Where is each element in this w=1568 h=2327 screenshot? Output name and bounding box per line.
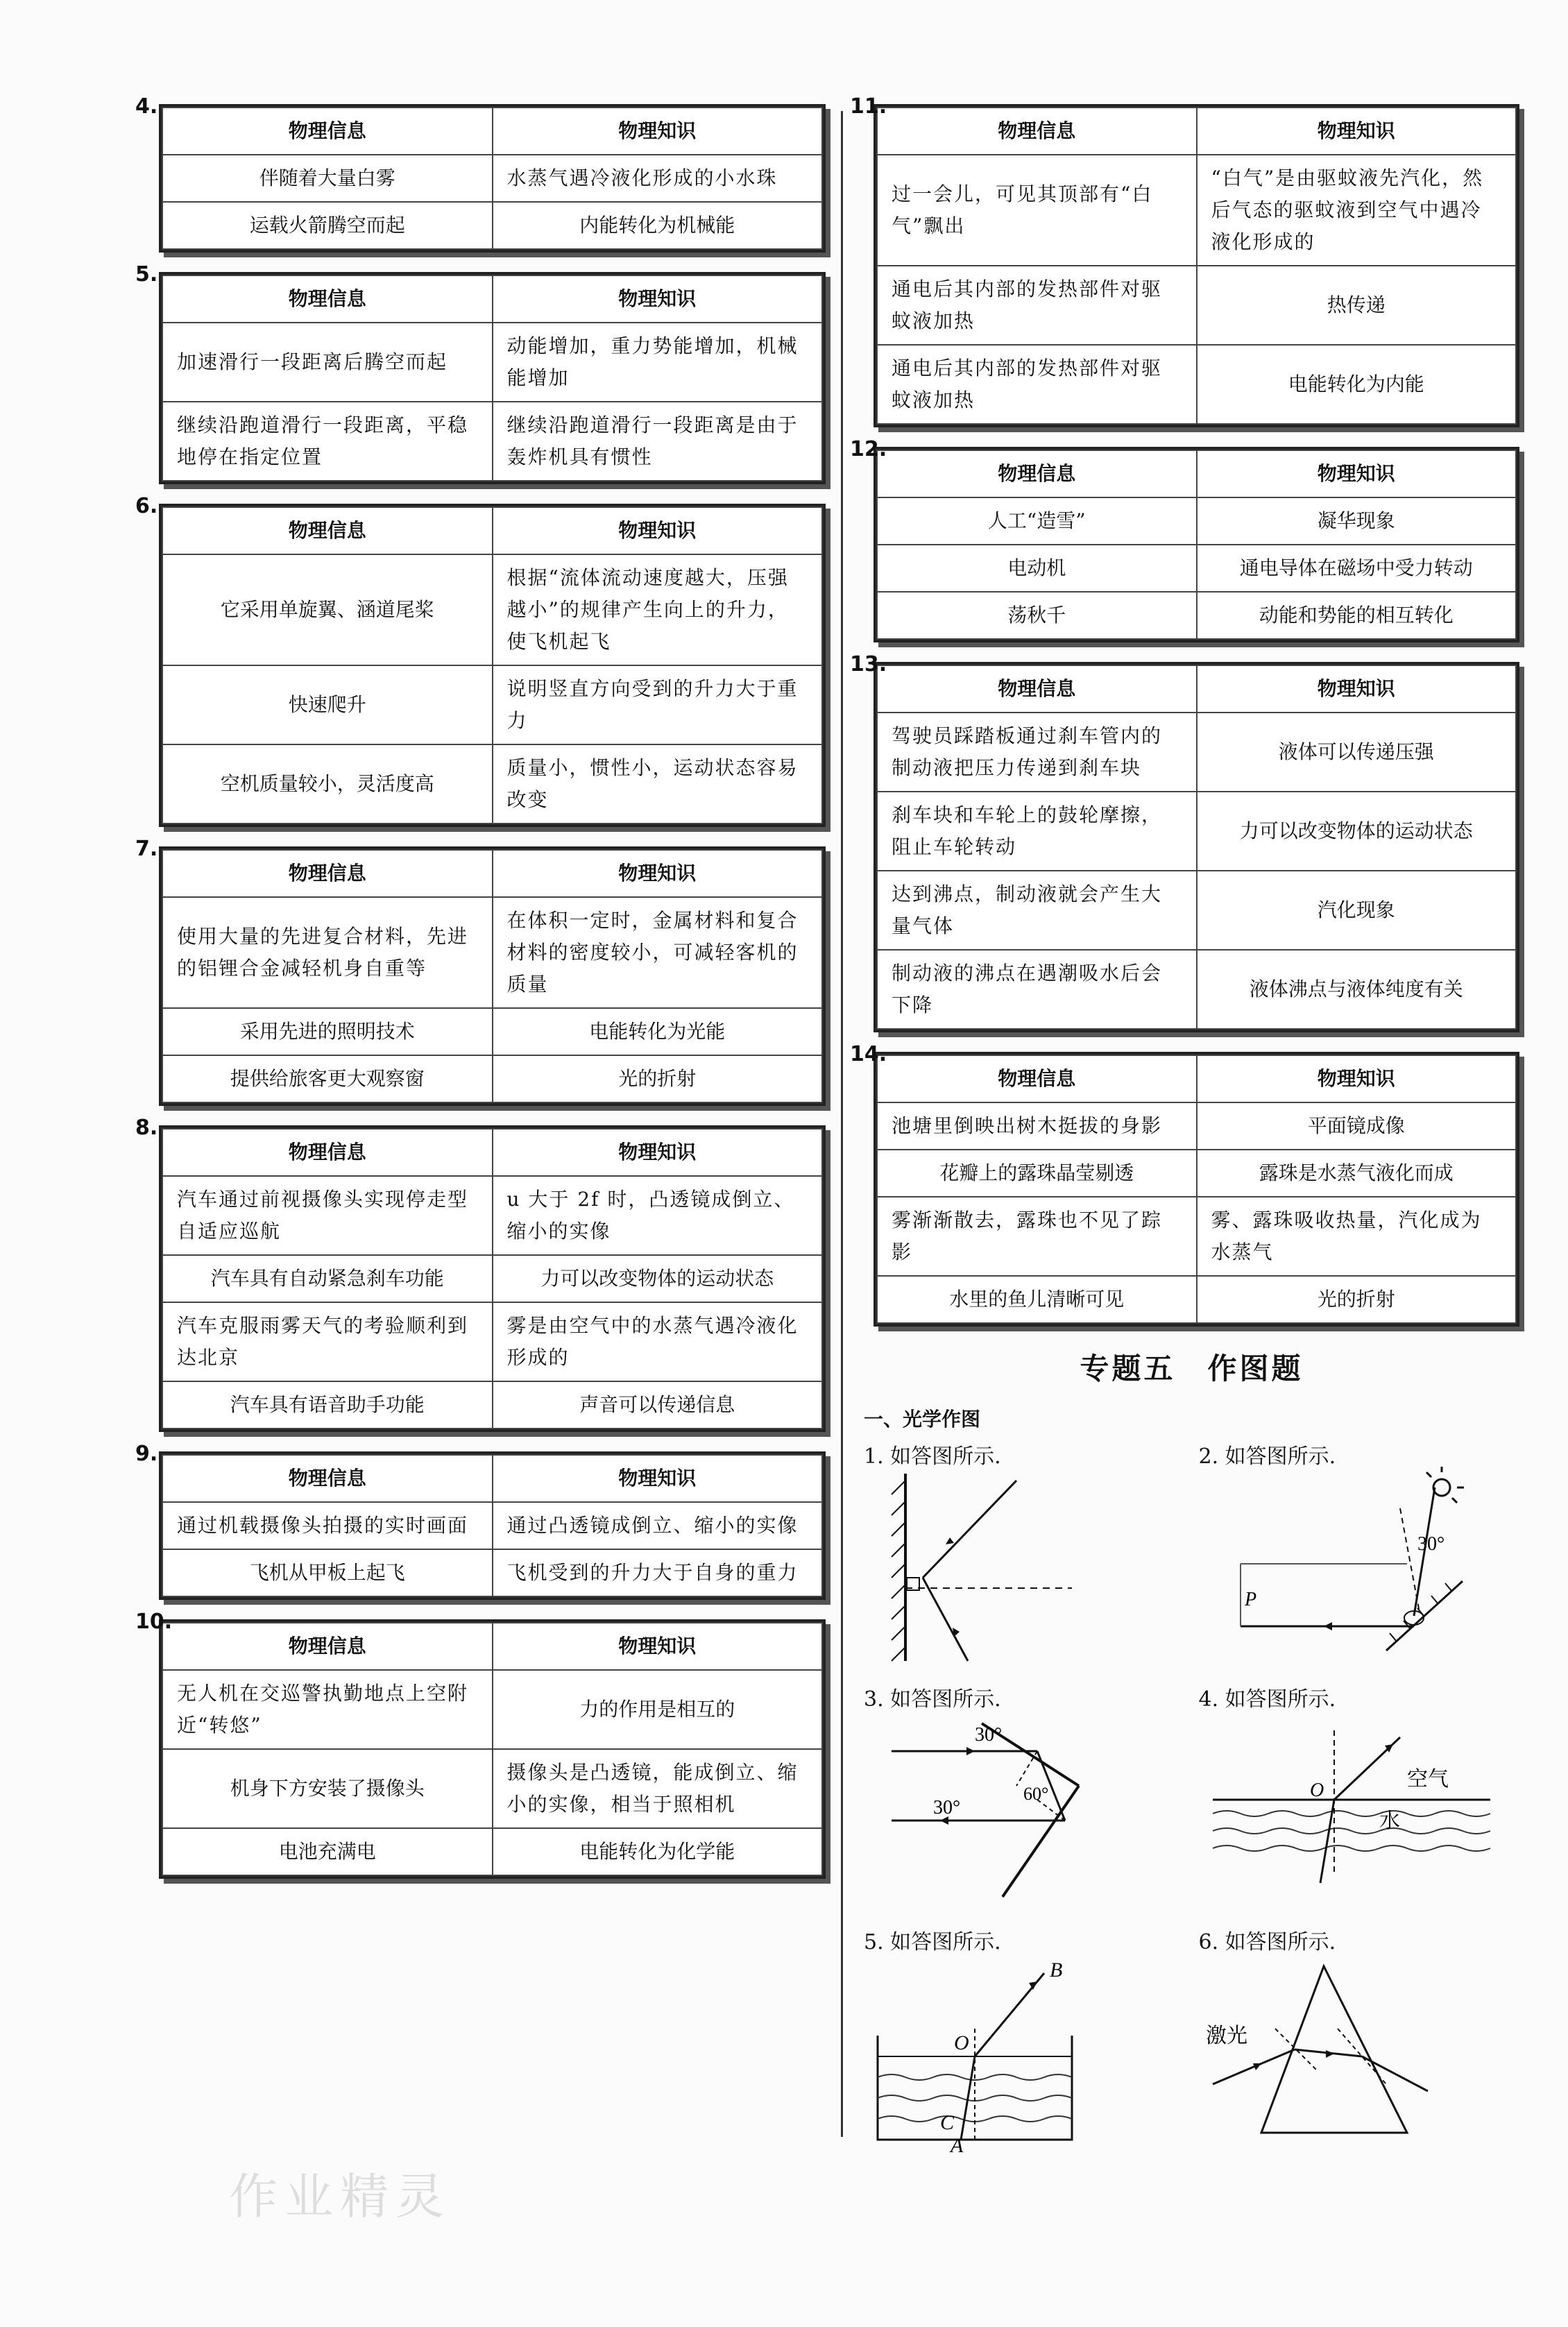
- table-header-row: [877, 1055, 1516, 1102]
- angle-label: 30°: [975, 1724, 1003, 1746]
- info-cell: 汽车具有自动紧急刹车功能: [162, 1255, 493, 1302]
- table-header-row: [877, 665, 1516, 713]
- point-label: O: [1309, 1780, 1324, 1801]
- table-row: [162, 1828, 822, 1875]
- refraction-diagram: [1199, 1710, 1504, 1911]
- knowledge-cell: 通电导体在磁场中受力转动: [1197, 545, 1517, 592]
- table-row: [162, 1381, 822, 1429]
- answer-table: [162, 1128, 823, 1429]
- figure-caption: 6. 如答图所示.: [1198, 1930, 1336, 1954]
- answer-table-frame: [159, 272, 826, 484]
- question-8: [135, 1116, 826, 1432]
- table-row: [162, 202, 822, 249]
- knowledge-cell: 光的折射: [1197, 1276, 1517, 1323]
- info-cell: 制动液的沸点在遇潮吸水后会下降: [877, 950, 1197, 1029]
- header-knowledge: 物理知识: [1197, 450, 1517, 497]
- header-info: 物理信息: [162, 108, 493, 155]
- figure-caption: 3. 如答图所示.: [864, 1687, 1001, 1712]
- header-info: 物理信息: [162, 850, 493, 897]
- answer-table-frame: [159, 1451, 826, 1600]
- knowledge-cell: 力可以改变物体的运动状态: [1197, 792, 1517, 871]
- table-header-row: [162, 108, 822, 155]
- knowledge-cell: 热传递: [1197, 266, 1517, 345]
- question-number: 7.: [135, 837, 158, 861]
- table-row: [877, 155, 1516, 266]
- table-row: [162, 1176, 822, 1255]
- knowledge-cell: 电能转化为化学能: [493, 1828, 823, 1875]
- question-number: 13.: [850, 652, 887, 676]
- answer-table-frame: [874, 447, 1519, 642]
- answer-table: [162, 275, 823, 481]
- header-knowledge: 物理知识: [493, 1623, 823, 1670]
- header-info: 物理信息: [162, 1129, 493, 1176]
- info-cell: 使用大量的先进复合材料，先进的铝锂合金减轻机身自重等: [162, 897, 493, 1008]
- figure-caption: 5. 如答图所示.: [864, 1930, 1001, 1954]
- answer-table: [162, 506, 823, 824]
- table-row: [162, 1008, 822, 1055]
- info-cell: 空机质量较小，灵活度高: [162, 744, 493, 824]
- table-row: [162, 897, 822, 1008]
- table-header-row: [162, 1129, 822, 1176]
- table-row: [162, 744, 822, 824]
- table-row: [877, 545, 1516, 592]
- table-row: [162, 1749, 822, 1828]
- table-row: [877, 1102, 1516, 1150]
- water-tank-diagram: [864, 1952, 1155, 2154]
- info-cell: 机身下方安装了摄像头: [162, 1749, 493, 1828]
- table-row: [877, 713, 1516, 792]
- info-cell: 水里的鱼儿清晰可见: [877, 1276, 1197, 1323]
- figure-6: [1199, 1925, 1520, 2160]
- header-knowledge: 物理知识: [1197, 108, 1517, 155]
- table-row: [877, 871, 1516, 950]
- subsection-title: 一、光学作图: [864, 1408, 981, 1431]
- knowledge-cell: 光的折射: [493, 1055, 823, 1102]
- info-cell: 通过机载摄像头拍摄的实时画面: [162, 1502, 493, 1549]
- table-row: [877, 1276, 1516, 1323]
- question-number: 12.: [850, 437, 887, 461]
- table-row: [877, 592, 1516, 639]
- info-cell: 提供给旅客更大观察窗: [162, 1055, 493, 1102]
- question-9: [135, 1442, 826, 1600]
- answer-table-frame: [874, 1052, 1519, 1327]
- header-info: 物理信息: [877, 108, 1197, 155]
- knowledge-cell: 露珠是水蒸气液化而成: [1197, 1150, 1517, 1197]
- knowledge-cell: 液体可以传递压强: [1197, 713, 1517, 792]
- watermark: 作业精灵: [229, 2168, 451, 2225]
- table-row: [162, 1670, 822, 1749]
- info-cell: 电动机: [877, 545, 1197, 592]
- figure-4: [1199, 1682, 1520, 1918]
- question-13: [850, 652, 1519, 1032]
- header-knowledge: 物理知识: [1197, 665, 1517, 713]
- info-cell: 过一会儿，可见其顶部有“白气”飘出: [877, 155, 1197, 266]
- figure-caption: 4. 如答图所示.: [1198, 1687, 1336, 1712]
- angle-label: 30°: [933, 1797, 961, 1818]
- table-row: [162, 1502, 822, 1549]
- question-11: [850, 94, 1519, 427]
- info-cell: 雾渐渐散去，露珠也不见了踪影: [877, 1197, 1197, 1276]
- figure-3: [864, 1682, 1185, 1918]
- info-cell: 继续沿跑道滑行一段距离，平稳地停在指定位置: [162, 402, 493, 481]
- answer-table: [162, 849, 823, 1103]
- medium-label: 水: [1379, 1809, 1400, 1833]
- answer-table-frame: [159, 1619, 826, 1879]
- answer-table: [876, 107, 1517, 425]
- knowledge-cell: 在体积一定时，金属材料和复合材料的密度较小，可减轻客机的质量: [493, 897, 823, 1008]
- info-cell: 池塘里倒映出树木挺拔的身影: [877, 1102, 1197, 1150]
- info-cell: 驾驶员踩踏板通过刹车管内的制动液把压力传递到刹车块: [877, 713, 1197, 792]
- header-knowledge: 物理知识: [493, 108, 823, 155]
- question-4: [135, 94, 826, 253]
- knowledge-cell: 电能转化为内能: [1197, 345, 1517, 424]
- medium-label: 空气: [1406, 1767, 1449, 1791]
- header-knowledge: 物理知识: [493, 850, 823, 897]
- header-knowledge: 物理知识: [493, 1129, 823, 1176]
- answer-table: [876, 450, 1517, 640]
- question-number: 6.: [135, 494, 158, 518]
- knowledge-cell: 动能增加，重力势能增加，机械能增加: [493, 323, 823, 402]
- left-column: [135, 94, 826, 1898]
- table-header-row: [162, 1623, 822, 1670]
- header-info: 物理信息: [162, 275, 493, 323]
- knowledge-cell: 液体沸点与液体纯度有关: [1197, 950, 1517, 1029]
- section-title: 专题五 作图题: [1080, 1352, 1304, 1386]
- mirror-reflection-diagram: [864, 1467, 1155, 1668]
- point-label: P: [1244, 1589, 1256, 1610]
- knowledge-cell: 雾、露珠吸收热量，汽化成为水蒸气: [1197, 1197, 1517, 1276]
- header-knowledge: 物理知识: [493, 275, 823, 323]
- table-row: [162, 665, 822, 744]
- angle-label: 60°: [1023, 1784, 1049, 1804]
- knowledge-cell: u 大于 2f 时，凸透镜成倒立、缩小的实像: [493, 1176, 823, 1255]
- knowledge-cell: 通过凸透镜成倒立、缩小的实像: [493, 1502, 823, 1549]
- info-cell: 它采用单旋翼、涵道尾桨: [162, 554, 493, 665]
- question-number: 11.: [850, 94, 887, 119]
- info-cell: 加速滑行一段距离后腾空而起: [162, 323, 493, 402]
- question-7: [135, 837, 826, 1106]
- table-row: [877, 1150, 1516, 1197]
- info-cell: 汽车具有语音助手功能: [162, 1381, 493, 1429]
- answer-table: [162, 107, 823, 250]
- info-cell: 飞机从甲板上起飞: [162, 1549, 493, 1596]
- figure-1: [864, 1439, 1185, 1675]
- figure-grid: [864, 1439, 1519, 2160]
- table-header-row: [162, 1455, 822, 1502]
- question-number: 5.: [135, 262, 158, 287]
- answer-table: [162, 1622, 823, 1876]
- info-cell: 采用先进的照明技术: [162, 1008, 493, 1055]
- question-number: 14.: [850, 1042, 887, 1066]
- answer-table-frame: [159, 846, 826, 1106]
- knowledge-cell: 平面镜成像: [1197, 1102, 1517, 1150]
- info-cell: 通电后其内部的发热部件对驱蚊液加热: [877, 345, 1197, 424]
- question-number: 9.: [135, 1442, 158, 1466]
- table-header-row: [162, 275, 822, 323]
- header-info: 物理信息: [162, 1455, 493, 1502]
- answer-table-frame: [159, 504, 826, 827]
- figure-2: [1199, 1439, 1520, 1675]
- header-knowledge: 物理知识: [493, 507, 823, 554]
- info-cell: 人工“造雪”: [877, 497, 1197, 545]
- table-row: [162, 323, 822, 402]
- knowledge-cell: 雾是由空气中的水蒸气遇冷液化形成的: [493, 1302, 823, 1381]
- knowledge-cell: 声音可以传递信息: [493, 1381, 823, 1429]
- knowledge-cell: 根据“流体流动速度越大，压强越小”的规律产生向上的升力，使飞机起飞: [493, 554, 823, 665]
- point-label: C: [940, 2111, 955, 2134]
- answer-table-frame: [874, 104, 1519, 427]
- header-knowledge: 物理知识: [493, 1455, 823, 1502]
- question-14: [850, 1042, 1519, 1327]
- info-cell: 通电后其内部的发热部件对驱蚊液加热: [877, 266, 1197, 345]
- answer-table: [876, 1055, 1517, 1324]
- knowledge-cell: 动能和势能的相互转化: [1197, 592, 1517, 639]
- knowledge-cell: 汽化现象: [1197, 871, 1517, 950]
- prism-diagram: [1199, 1952, 1504, 2154]
- table-row: [877, 950, 1516, 1029]
- point-label: O: [954, 2031, 969, 2054]
- figure-caption: 1. 如答图所示.: [864, 1444, 1001, 1469]
- knowledge-cell: 力的作用是相互的: [493, 1670, 823, 1749]
- answer-table-frame: [159, 104, 826, 253]
- question-5: [135, 262, 826, 484]
- double-mirror-diagram: [864, 1710, 1155, 1911]
- table-row: [162, 1302, 822, 1381]
- header-knowledge: 物理知识: [1197, 1055, 1517, 1102]
- table-row: [162, 1549, 822, 1596]
- table-row: [162, 402, 822, 481]
- info-cell: 快速爬升: [162, 665, 493, 744]
- answer-table-frame: [874, 662, 1519, 1032]
- header-info: 物理信息: [162, 507, 493, 554]
- info-cell: 无人机在交巡警执勤地点上空附近“转悠”: [162, 1670, 493, 1749]
- answer-table-frame: [159, 1125, 826, 1432]
- knowledge-cell: 继续沿跑道滑行一段距离是由于轰炸机具有惯性: [493, 402, 823, 481]
- table-row: [877, 345, 1516, 424]
- header-info: 物理信息: [162, 1623, 493, 1670]
- point-label: B: [1050, 1959, 1063, 1981]
- knowledge-cell: 说明竖直方向受到的升力大于重力: [493, 665, 823, 744]
- info-cell: 伴随着大量白雾: [162, 155, 493, 202]
- knowledge-cell: 内能转化为机械能: [493, 202, 823, 249]
- table-row: [162, 155, 822, 202]
- answer-table: [876, 665, 1517, 1030]
- table-header-row: [877, 450, 1516, 497]
- knowledge-cell: 力可以改变物体的运动状态: [493, 1255, 823, 1302]
- laser-label: 激光: [1205, 2024, 1247, 2048]
- question-10: [135, 1610, 826, 1879]
- knowledge-cell: 电能转化为光能: [493, 1008, 823, 1055]
- sun-reflection-diagram: [1199, 1467, 1504, 1668]
- info-cell: 运载火箭腾空而起: [162, 202, 493, 249]
- header-info: 物理信息: [877, 1055, 1197, 1102]
- knowledge-cell: 飞机受到的升力大于自身的重力: [493, 1549, 823, 1596]
- info-cell: 刹车块和车轮上的鼓轮摩擦，阻止车轮转动: [877, 792, 1197, 871]
- info-cell: 花瓣上的露珠晶莹剔透: [877, 1150, 1197, 1197]
- figure-5: [864, 1925, 1185, 2160]
- info-cell: 荡秋千: [877, 592, 1197, 639]
- question-6: [135, 494, 826, 827]
- table-header-row: [162, 507, 822, 554]
- info-cell: 汽车通过前视摄像头实现停走型自适应巡航: [162, 1176, 493, 1255]
- header-info: 物理信息: [877, 665, 1197, 713]
- knowledge-cell: 质量小，惯性小，运动状态容易改变: [493, 744, 823, 824]
- right-column: [850, 94, 1519, 2160]
- table-row: [162, 1055, 822, 1102]
- table-row: [162, 554, 822, 665]
- knowledge-cell: 摄像头是凸透镜，能成倒立、缩小的实像，相当于照相机: [493, 1749, 823, 1828]
- info-cell: 电池充满电: [162, 1828, 493, 1875]
- question-number: 10.: [135, 1610, 173, 1634]
- table-row: [162, 1255, 822, 1302]
- table-row: [877, 1197, 1516, 1276]
- angle-label: 30°: [1417, 1533, 1445, 1555]
- answer-table: [162, 1454, 823, 1597]
- table-row: [877, 266, 1516, 345]
- point-label: A: [951, 2134, 964, 2154]
- knowledge-cell: 凝华现象: [1197, 497, 1517, 545]
- question-number: 4.: [135, 94, 158, 119]
- info-cell: 达到沸点，制动液就会产生大量气体: [877, 871, 1197, 950]
- table-header-row: [162, 850, 822, 897]
- table-row: [877, 792, 1516, 871]
- column-divider: [841, 111, 843, 2137]
- header-info: 物理信息: [877, 450, 1197, 497]
- table-header-row: [877, 108, 1516, 155]
- question-number: 8.: [135, 1116, 158, 1140]
- table-row: [877, 497, 1516, 545]
- question-12: [850, 437, 1519, 642]
- info-cell: 汽车克服雨雾天气的考验顺利到达北京: [162, 1302, 493, 1381]
- figure-caption: 2. 如答图所示.: [1198, 1444, 1336, 1469]
- knowledge-cell: 水蒸气遇冷液化形成的小水珠: [493, 155, 823, 202]
- knowledge-cell: “白气”是由驱蚊液先汽化，然后气态的驱蚊液到空气中遇冷液化形成的: [1197, 155, 1517, 266]
